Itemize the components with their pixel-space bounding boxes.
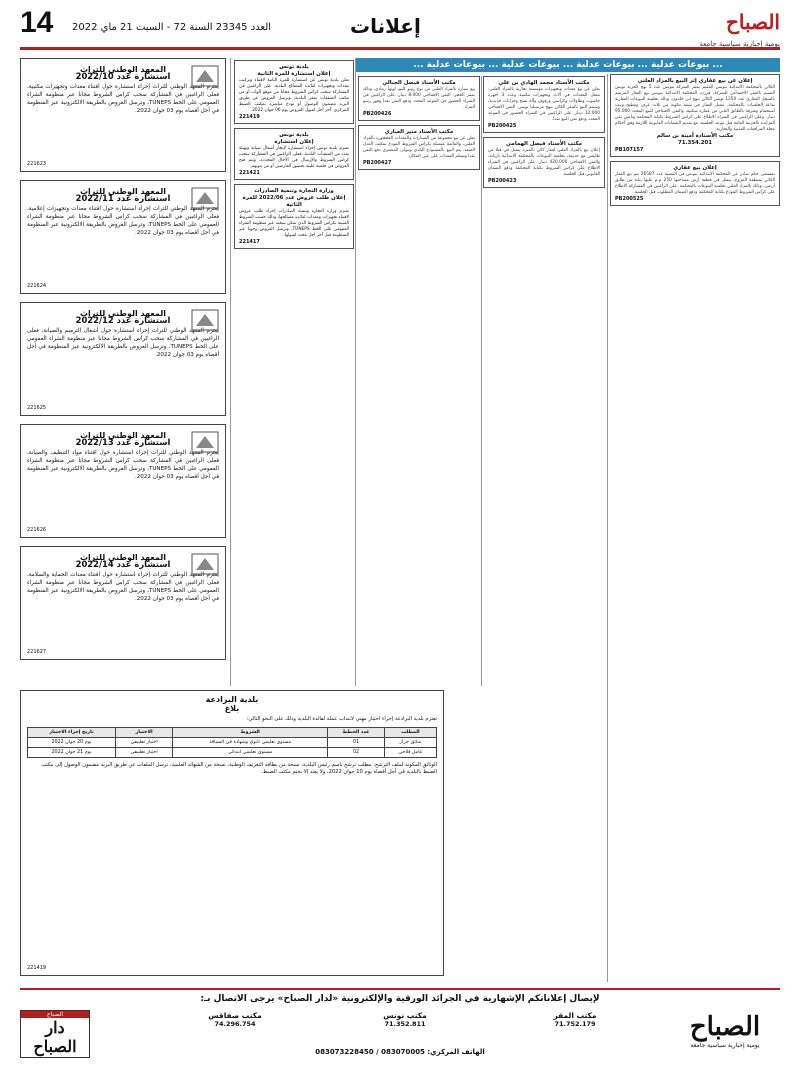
baladiya-intro: تعتزم بلدية البرادعة إجراء اختبار مهني لانتداب عملة لفائدة البلدية وذلك على النحو التالي: (246, 716, 437, 722)
heritage-body: يعتزم المعهد الوطني للتراث إجراء استشارة حول اقتناء مواد التنظيف والصيانة، فعلى الراغبين في المشاركة سحب كراس الشروط مجانا عبر منظومة الشراء العمومي على الخط TUNEPS، وترسل العروض بالطريقة الالكترونية عبر المنظومة في أجل أقصاه يوم 03 جوان 2022. (27, 450, 219, 480)
notice (610, 74, 780, 157)
notice-ref: 221419 (239, 114, 260, 120)
column-divider (607, 74, 608, 982)
central-phone: الهاتف المركزي: 083070005 / 083073228450 (315, 1048, 485, 1056)
notice-title: بلدية تونس (279, 132, 309, 138)
notice (358, 76, 480, 121)
column-d (234, 60, 354, 686)
heritage-notice (20, 424, 226, 538)
notice-body: يعلن عن بيع مجموعة من السيارات والمعدات المحجوزة بالمزاد العلني، والقائمة مفصلة بكراس الشروط المودع بمكتب العدل المنفذ. يتم البيع بالمستودع البلدي ويتولى المشتري دفع الثمن نقدا وتسلم المعدات على عين المكان. (363, 136, 475, 159)
notice-ref: PB107157 (615, 147, 644, 153)
newspaper-logo (696, 10, 780, 48)
issue-info: العدد 23345 السنة 72 - السبت 21 ماي 2022 (72, 22, 272, 33)
notice (483, 137, 605, 188)
heritage-org: المعهد الوطني للتراث (79, 309, 167, 318)
column-divider (230, 58, 231, 686)
baladiya-subtitle: بلاغ (224, 704, 240, 713)
office-phone: 71.352.811 (384, 1020, 426, 1028)
notice-ref: PB200425 (488, 123, 517, 129)
column-a (610, 74, 780, 982)
notice-title: بلدية تونس (279, 64, 309, 70)
table-header-row (28, 728, 437, 738)
notice-ref: PB200525 (615, 196, 644, 202)
heritage-body: يعتزم المعهد الوطني للتراث إجراء استشارة حول اقتناء معدات وتجهيزات إعلامية، فعلى الراغبين في المشاركة سحب كراس الشروط مجانا عبر منظومة الشراء العمومي على الخط TUNEPS، وترسل العروض بالطريقة الالكترونية عبر المنظومة في أجل أقصاه يوم 03 جوان 2022. (27, 206, 219, 236)
notice-ref: PB200423 (488, 178, 517, 184)
notice (234, 60, 354, 124)
office-sfax (170, 1012, 300, 1028)
table-header-cell: عدد الخطط (328, 728, 385, 738)
table-cell: سائق جرار (384, 738, 436, 748)
column-c (358, 76, 480, 686)
column-divider (481, 76, 482, 686)
table-row (28, 748, 437, 758)
notice-ref: 221417 (239, 239, 260, 245)
office-phone: 74.296.754 (214, 1020, 256, 1028)
notice-subtitle: إعلان استشارة للمرة الثانية (257, 71, 331, 77)
heritage-body: يعتزم المعهد الوطني للتراث إجراء استشارة حول اقتناء معدات الحماية والسلامة، فعلى الراغبين في المشاركة سحب كراس الشروط مجانا عبر منظومة الشراء العمومي على الخط TUNEPS، وترسل العروض بالطريقة الالكترونية عبر المنظومة في أجل أقصاه يوم 03 جوان 2022. (27, 572, 219, 602)
heritage-title: استشارة عدد 2022/11 (75, 193, 171, 203)
baladiya-notice (20, 690, 444, 976)
heritage-title: استشارة عدد 2022/12 (75, 315, 171, 325)
notice-title: إعلان بيع عقاري (673, 165, 717, 171)
section-title: إعلانات (350, 14, 421, 38)
notice (358, 125, 480, 170)
footer-logo-text: الصباح (689, 1012, 761, 1042)
notice-body: إعلان بيع بالمزاد العلني لعقار كائن بالمنزه يتمثل في فيلا من طابقين مع حديقة، بجلسة البيوعات بالمحكمة الابتدائية بأريانة، والثمن الافتتاحي 420.000 دينار. على الراغبين في الشراء الاطلاع على كراس الشروط بكتابة المحكمة ودفع الضمان القانوني قبل الجلسة. (488, 148, 601, 177)
column-e (20, 58, 226, 684)
heritage-title: استشارة عدد 2022/13 (75, 437, 171, 447)
heritage-ref: 221623 (27, 161, 47, 167)
heritage-body: يعتزم المعهد الوطني للتراث إجراء استشارة حول اقتناء معدات وتجهيزات مكتبية، فعلى الراغبين في المشاركة سحب كراس الشروط مجانا عبر منظومة الشراء العمومي على الخط TUNEPS، وترسل العروض بالطريقة الالكترونية عبر المنظومة في أجل أقصاه يوم 03 جوان 2022. (27, 84, 219, 114)
footer-logo-left (20, 1010, 90, 1058)
heritage-logo-icon (191, 187, 219, 209)
page-header (20, 8, 780, 50)
heritage-notice (20, 302, 226, 416)
notice-title: مكتب الأستاذ محمد الهادي بن علي (498, 80, 590, 86)
notice-ref: PB200427 (363, 160, 392, 166)
table-cell: مستوى تعليمي ثانوي وشهادة في السياقة (173, 738, 328, 748)
table-cell: اختبار تطبيقي (115, 738, 172, 748)
table-cell: مستوى تعليمي ابتدائي (173, 748, 328, 758)
office-name: مكتب تونس (383, 1011, 427, 1020)
office-tunis (340, 1012, 470, 1028)
footer-logo-left-main: دار الصباح (33, 1018, 77, 1056)
notice-body: تعتزم بلدية تونس إجراء استشارة لإنجاز أشغال صيانة وتهيئة بعدد من المنشآت البلدية، فعلى الراغبين في المشاركة سحب كراس الشروط والإرسال في الآجال المحددة، ويتم فتح العروض في جلسة علنية بحضور العارضين أو من ينوبهم. (239, 146, 349, 169)
heritage-body: يعتزم المعهد الوطني للتراث إجراء استشارة حول أشغال الترميم والصيانة، فعلى الراغبين في المشاركة سحب كراس الشروط مجانا عبر منظومة الشراء العمومي على الخط TUNEPS، وترسل العروض بالطريقة الالكترونية عبر المنظومة في أجل أقصاه يوم 03 جوان 2022. (27, 328, 219, 358)
table-cell: 02 (328, 748, 385, 758)
heritage-notice (20, 58, 226, 172)
table-header-cell: الشروط (173, 728, 328, 738)
column-b (483, 76, 605, 982)
footer-banner: لإيصال إعلاناتكم الإشهارية في الجرائد الورقية والإلكترونية «لدار الصباح» يرجى الاتصال بـ: (200, 994, 600, 1004)
notice-ref: 221421 (239, 170, 260, 176)
table-header-cell: الاختبار (115, 728, 172, 738)
notice-phone: 71.354.201 (677, 140, 713, 146)
heritage-logo-icon (191, 553, 219, 575)
heritage-logo-icon (191, 65, 219, 87)
office-hq (510, 1012, 640, 1028)
heritage-org: المعهد الوطني للتراث (79, 553, 167, 562)
notice-title: إعلان عن بيع عقاري إثر البيع بالمزاد العلني (637, 78, 753, 84)
baladiya-paragraph: الوثائق المكونة لملف الترشح: مطلب ترشح باسم رئيس البلدية، نسخة من بطاقة التعريف الوطنية، نسخة من الشهائد العلمية، ترسل الملفات عن طريق البريد مضمون الوصول إلى مكتب الضبط بالبلدية في أجل أقصاه يوم 10 جوان 2022، ولا يعتد إلا بختم مكتب الضبط. (41, 762, 437, 775)
requirements-table (27, 727, 437, 758)
notice-body: بيع سيارة بالمزاد العلني من نوع رونو كليو، لونها رمادي، وذلك بمقر الحجز. الثمن الافتتاحي 8.000 دينار. على الراغبين في الشراء الحضور في الموعد المحدد ودفع الثمن نقدا وفور رسو المزاد. (363, 87, 475, 110)
logo-text: الصباح (725, 10, 780, 34)
notice-title: مكتب الأستاذ فيصل الهمامي (506, 141, 582, 147)
table-cell: عامل فلاحي (384, 748, 436, 758)
notice-title: وزارة التجارة وتنمية الصادرات (254, 188, 334, 194)
office-phone: 71.752.179 (554, 1020, 596, 1028)
table-cell: 01 (328, 738, 385, 748)
notice-body: بمقتضى حكم صادر عن المحكمة الابتدائية بتونس في القضية عدد 26587 يتم بيع العقار الكائن بمنطقة المروج، يتمثل في قطعة أرض مساحتها 250 م.م عليها بناية من طابق أرضي، وذلك بالمزاد العلني بجلسة البيوعات بالمحكمة. على الراغبين في المشاركة الاطلاع على كراس الشروط المودع بكتابة المحكمة ودفع الضمان المطلوب قبل الجلسة. (615, 172, 775, 195)
notice (483, 76, 605, 133)
office-name: مكتب صفاقس (208, 1011, 262, 1020)
heritage-org: المعهد الوطني للتراث (79, 431, 167, 440)
heritage-org: المعهد الوطني للتراث (79, 65, 167, 74)
baladiya-title: بلدية البرادعة (205, 695, 259, 704)
heritage-ref: 221624 (27, 283, 47, 289)
notice-body: الكائن بالمحكمة الابتدائية بتونس المقيم بمقر الشركة بتونس عدد 5 نهج الحرية تونس المقيم بالمقر الاجتماعي للشركة، قررت المحكمة الابتدائية بتونس بيع العقار المرسم بالسجل العقاري عدد 1250 تونس الكائن بنهج ابن خلدون، وذلك بجلسة البيوعات العقارية بقاعة الجلسات بالمحكمة. يتمثل العقار في شقة مكونة من ثلاث غرف ومطبخ وبيت استحمام وشرفة بالطابق الثاني من عمارة سكنية، والثمن الافتتاحي للبيع المحدد 95.000 دينار. وعلى الراغبين في الشراء الاطلاع على كراس الشروط بكتابة المحكمة وتأمين ثمن المزايدة بالخزينة العامة قبل موعد الجلسة، مع تقديم الضمانات القانونية اللازمة وفق أحكام مجلة المرافعات المدنية والتجارية. (615, 85, 775, 132)
heritage-title: استشارة عدد 2022/14 (75, 559, 171, 569)
notice-body: تعلن بلدية تونس عن استشارة للمرة الثانية لاقتناء وتركيب معدات وتجهيزات لفائدة المصالح البلدية. على الراغبين في المشاركة سحب كراس الشروط مجانا من موقع الواب أو من مكتب الصفقات بمقر البلدية، وترسل العروض عن طريق البريد مضمون الوصول أو تودع مباشرة بمكتب الضبط المركزي. آخر أجل لقبول العروض يوم 06 جوان 2022. (239, 78, 349, 113)
notice-subtitle: إعلان استشارة (274, 139, 314, 145)
notice-title: مكتب الأستاذ منير العياري (384, 129, 454, 135)
table-cell: يوم 21 جوان 2022 (28, 748, 116, 758)
table-cell: يوم 20 جوان 2022 (28, 738, 116, 748)
notice-title: مكتب الأستاذ فيصل الجبالي (382, 80, 456, 86)
notice-body: يعلن عن بيع معدات وتجهيزات مؤسسة تجارية بالمزاد العلني. تتمثل المعدات في آلات وتجهيزات مكتبية وعدد 3 أجهزة حاسوب وطاولات وكراسي ورفوف وآلة نسخ وخزانات حديدية، وسيتم البيع بالمقر الكائن بنهج مرسيليا تونس. الثمن الافتتاحي 12.000 دينار. على الراغبين في الشراء الحضور في الموعد المحدد ودفع ثمن البيع نقدا. (488, 87, 600, 122)
table-cell: اختبار تطبيقي (115, 748, 172, 758)
notice-subtitle: إعلان طلب عروض عدد 2022/06 للمرة الثانية (242, 195, 346, 208)
notice (234, 184, 354, 249)
judicial-sales-banner: ... بيوعات عدلية ... بيوعات عدلية ... بيوعات عدلية ... بيوعات عدلية ... (356, 58, 780, 72)
footer-logo-right (670, 1012, 780, 1058)
page-number: 14 (20, 6, 54, 39)
office-name: مكتب المقر (553, 1011, 597, 1020)
baladiya-ref: 221419 (27, 965, 47, 971)
heritage-org: المعهد الوطني للتراث (79, 187, 167, 196)
heritage-logo-icon (191, 309, 219, 331)
notice-ref: PB200426 (363, 111, 392, 117)
footer-logo-subtitle: يومية إخبارية سياسية جامعة (690, 1042, 760, 1049)
table-row (28, 738, 437, 748)
heritage-ref: 221626 (27, 527, 47, 533)
heritage-notice (20, 546, 226, 660)
logo-subtitle: يومية إخبارية سياسية جامعة (699, 40, 780, 48)
notice-office: مكتب الأستاذة أمينة بن سالم (656, 133, 734, 139)
column-divider (355, 58, 356, 686)
footer-logo-left-top: الصباح (21, 1011, 89, 1018)
notice (610, 161, 780, 206)
table-header-cell: المطلب (384, 728, 436, 738)
page-footer (20, 988, 780, 1060)
heritage-notice (20, 180, 226, 294)
heritage-ref: 221625 (27, 405, 47, 411)
heritage-logo-icon (191, 431, 219, 453)
notice (234, 128, 354, 180)
heritage-ref: 221627 (27, 649, 47, 655)
table-header-cell: تاريخ إجراء الاختبار (28, 728, 116, 738)
heritage-title: استشارة عدد 2022/10 (75, 71, 171, 81)
notice-body: تعتزم وزارة التجارة وتنمية الصادرات إجراء طلب عروض لاقتناء تجهيزات ومعدات لفائدة مصالحها، وذلك حسب الشروط المبينة بكراس الشروط الذي يمكن سحبه عبر منظومة الشراء العمومي على الخط TUNEPS، وترسل العروض وجوبا عبر المنظومة قبل آخر أجل محدد لقبولها. (239, 209, 349, 238)
